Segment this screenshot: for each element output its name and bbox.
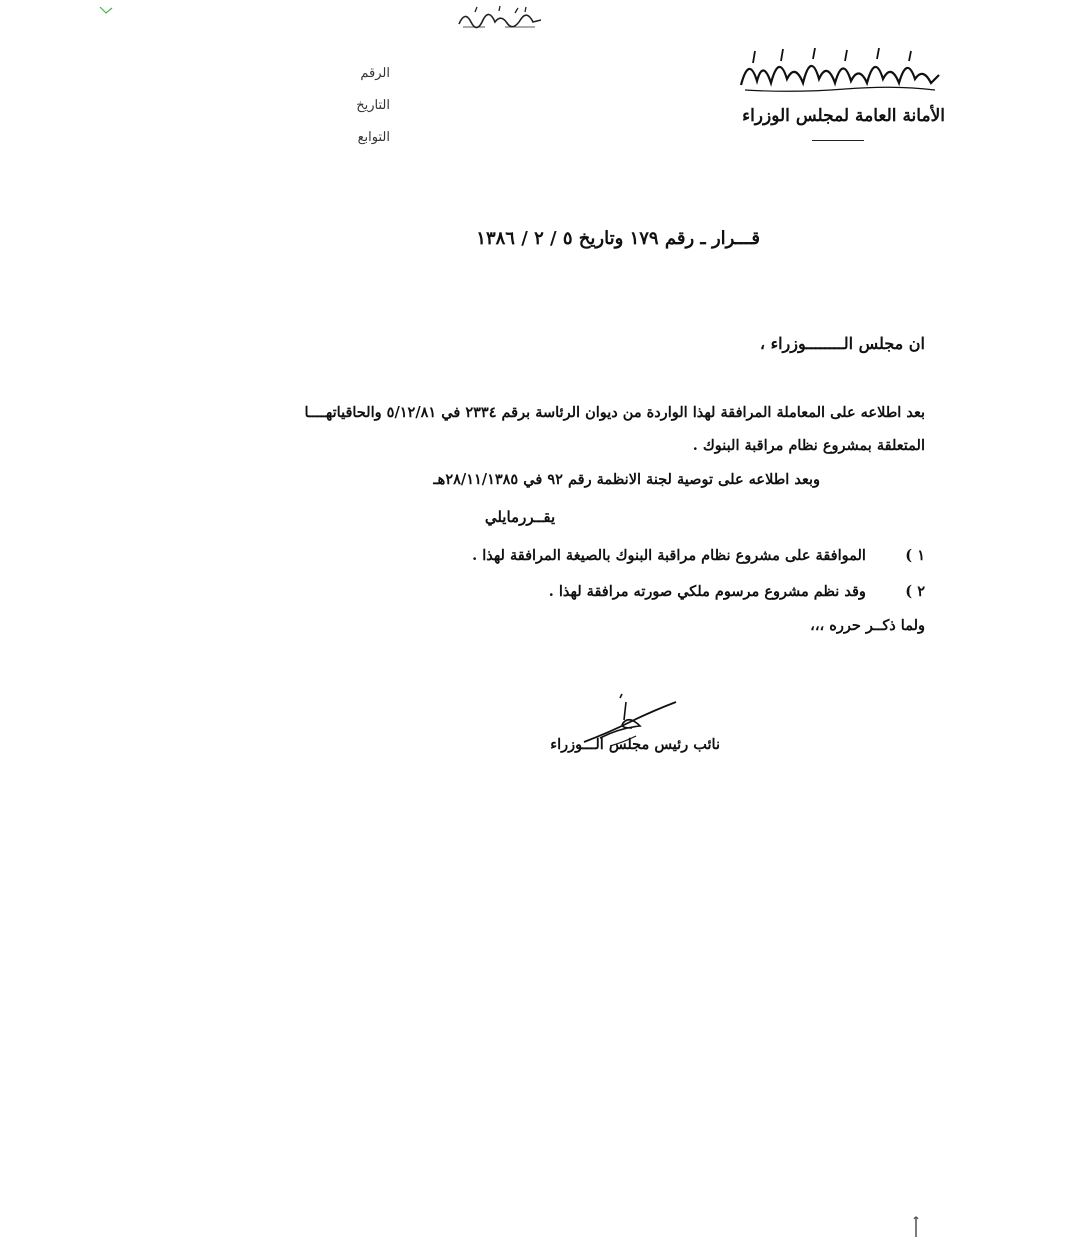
page-edge-mark [906, 1215, 926, 1239]
kingdom-calligraphy-title [735, 45, 945, 95]
opening-line: ان مجلس الــــــــوزراء ، [759, 334, 925, 353]
green-corner-mark [98, 0, 114, 8]
item-number: ٢ ) [905, 583, 925, 600]
decision-item [425, 583, 925, 600]
item-text: الموافقة على مشروع نظام مراقبة البنوك بالصيغة المرافقة لهذا . [472, 547, 866, 564]
number-label: الرقم [360, 66, 390, 81]
closing-line: ولما ذكــر حرره ،،، [810, 617, 925, 634]
department-underline [812, 140, 864, 141]
decision-item [425, 547, 925, 564]
resolves-heading: يقــررمايلي [484, 508, 556, 526]
department-name: الأمانة العامة لمجلس الوزراء [742, 106, 945, 126]
meta-fields [320, 58, 390, 154]
paragraph-1-line-2: المتعلقة بمشروع نظام مراقبة البنوك . [692, 437, 925, 454]
paragraph-2: وبعد اطلاعه على توصية لجنة الانظمة رقم ٩٢ في ٢٨/١١/١٣٨٥هـ [433, 471, 820, 488]
item-number: ١ ) [905, 547, 925, 564]
item-text: وقد نظم مشروع مرسوم ملكي صورته مرافقة لهذا . [548, 583, 866, 600]
attachments-label: التوابع [357, 130, 390, 145]
date-label: التاريخ [356, 98, 390, 113]
signature-title: نائب رئيس مجلس الـــوزراء [550, 736, 720, 753]
basmala-calligraphy [455, 4, 545, 30]
decision-heading: قـــرار ـ رقم ١٧٩ وتاريخ ٥ / ٢ / ١٣٨٦ [476, 228, 760, 249]
paragraph-1-line-1: بعد اطلاعه على المعاملة المرافقة لهذا الواردة من ديوان الرئاسة برقم ٢٣٣٤ في ٥/١٢/٨١ والحاقياتهــــا [304, 404, 925, 421]
